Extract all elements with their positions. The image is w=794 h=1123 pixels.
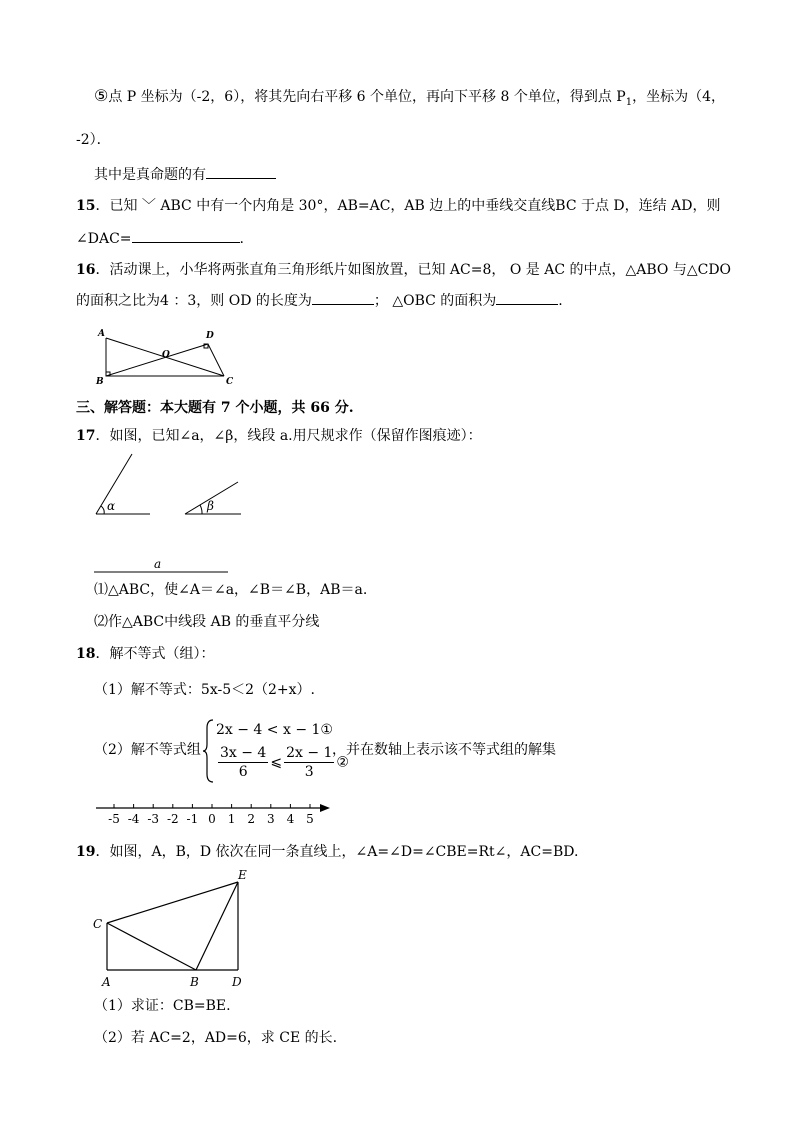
q19-figure: [90, 866, 260, 990]
axis-tick-label: 1: [227, 812, 236, 826]
answer-blank[interactable]: [132, 228, 240, 243]
answer-blank[interactable]: [496, 290, 558, 305]
axis-tick-label: 0: [208, 812, 216, 826]
axis-tick-label: -3: [147, 812, 160, 826]
label-a: A: [98, 329, 105, 339]
inequality-2: [216, 744, 349, 781]
axis-tick-label: -2: [166, 812, 179, 826]
segment-bd: [106, 344, 208, 376]
q18: [76, 644, 214, 664]
subscript: 1: [625, 96, 633, 108]
denominator: 3: [304, 764, 314, 780]
q18-item2-suffix: ，并在数轴上表示该不等式组的解集: [332, 742, 556, 758]
q17-segment-figure: [90, 552, 240, 576]
axis-tick-label: 2: [247, 812, 256, 826]
segment-cb: [107, 923, 196, 970]
label-d: D: [232, 975, 242, 989]
q19-item1: （1）求证：CB=BE.: [94, 998, 231, 1014]
label-o: O: [162, 350, 170, 360]
q14-item5: [94, 86, 725, 113]
q16-text2: 的面积之比为4 ：3，则 OD 的长度为: [76, 293, 312, 309]
q14-item5-text-end: ，坐标为（4，: [632, 89, 725, 105]
label-e: E: [238, 868, 247, 882]
beta-arc: [200, 505, 202, 514]
q17-item1: ⑴△ABC，使∠A＝∠a，∠B＝∠B，AB＝a.: [94, 582, 368, 598]
question-number: 19: [76, 844, 96, 860]
relation: ⩽: [270, 754, 283, 771]
q16-line2: [76, 290, 563, 311]
q19-text: ．如图，A，B，D 依次在同一条直线上，∠A=∠D=∠CBE=Rt∠，AC=BD.: [95, 844, 579, 860]
section-title: 三、解答题：本大题有 7 个小题，共 66 分.: [76, 400, 354, 416]
q14-conclusion: [94, 164, 276, 185]
alpha-label: α: [107, 499, 116, 513]
circled-number: ⑤: [94, 86, 109, 105]
fraction-left: [218, 744, 268, 781]
q17-angles-figure: [90, 448, 260, 522]
q14-item5-text: 点 P 坐标为（-2，6），将其先向右平移 6 个单位，再向下平移 8 个单位，得到点 P: [108, 89, 626, 105]
q17: [76, 426, 482, 446]
q14-item5-cont: -2）．: [76, 132, 111, 148]
number-line: [94, 800, 334, 826]
q18-item1: （1）解不等式：5x-5＜2（2+x）.: [94, 682, 315, 698]
circled-number: ②: [336, 754, 349, 771]
answer-blank[interactable]: [312, 290, 374, 305]
period: .: [239, 231, 244, 247]
alpha-arc: [101, 506, 104, 514]
label-c: C: [93, 917, 103, 931]
beta-label: β: [207, 499, 214, 513]
numerator: 3x − 4: [220, 745, 267, 761]
q18-item2-prefix: （2）解不等式组: [94, 742, 201, 758]
answer-blank[interactable]: [206, 164, 276, 179]
axis-tick-label: -1: [186, 812, 199, 826]
axis-tick-label: -4: [127, 812, 140, 826]
axis-tick-label: 4: [286, 812, 295, 826]
q16-text3: ； △OBC 的面积为: [373, 293, 497, 309]
question-number: 18: [76, 646, 96, 662]
question-number: 15: [76, 198, 96, 214]
segment-ce: [107, 882, 238, 923]
q15-text: ．已知 ﹀ ABC 中有一个内角是 30°，AB=AC，AB 边上的中垂线交直线BC 于点 D，连结 AD，则: [95, 198, 721, 214]
system-brace: [203, 718, 215, 784]
label-b: B: [96, 377, 104, 387]
denominator: 6: [238, 764, 248, 780]
q19: [76, 842, 578, 862]
q16: [76, 260, 731, 280]
segment-a-label: a: [154, 557, 162, 571]
axis-tick-label: 5: [306, 812, 314, 826]
q17-item2: ⑵作△ABC中线段 AB 的垂直平分线: [94, 614, 320, 630]
axis-tick-label: 3: [266, 812, 275, 826]
question-number: 16: [76, 262, 96, 278]
label-a: A: [102, 975, 111, 989]
period: .: [558, 293, 563, 309]
q16-figure: [90, 324, 250, 388]
label-d: D: [206, 331, 214, 341]
q15: [76, 196, 720, 216]
inequality-1: 2x − 4 < x − 1①: [216, 722, 333, 738]
q16-text: ．活动课上，小华将两张直角三角形纸片如图放置，已知 AC=8， O 是 AC 的中点，△ABO 与△CDO: [95, 262, 732, 278]
question-number: 17: [76, 428, 96, 444]
label-b: B: [190, 975, 199, 989]
axis-arrow: [320, 804, 330, 812]
q17-text: ．如图，已知∠a，∠β，线段 a.用尺规求作（保留作图痕迹）：: [95, 428, 482, 444]
axis-tick-label: -5: [108, 812, 120, 826]
q14-conclusion-text: 其中是真命题的有: [94, 167, 206, 183]
q18-text: ．解不等式（组）：: [95, 646, 215, 662]
q19-item2: （2）若 AC=2，AD=6，求 CE 的长.: [94, 1030, 338, 1046]
fraction-right: [284, 744, 334, 781]
label-c: C: [226, 377, 234, 387]
numerator: 2x − 1: [286, 745, 333, 761]
segment-be: [196, 882, 238, 970]
q15-line2: [76, 228, 244, 249]
q15-text2: ∠DAC=: [76, 231, 132, 247]
